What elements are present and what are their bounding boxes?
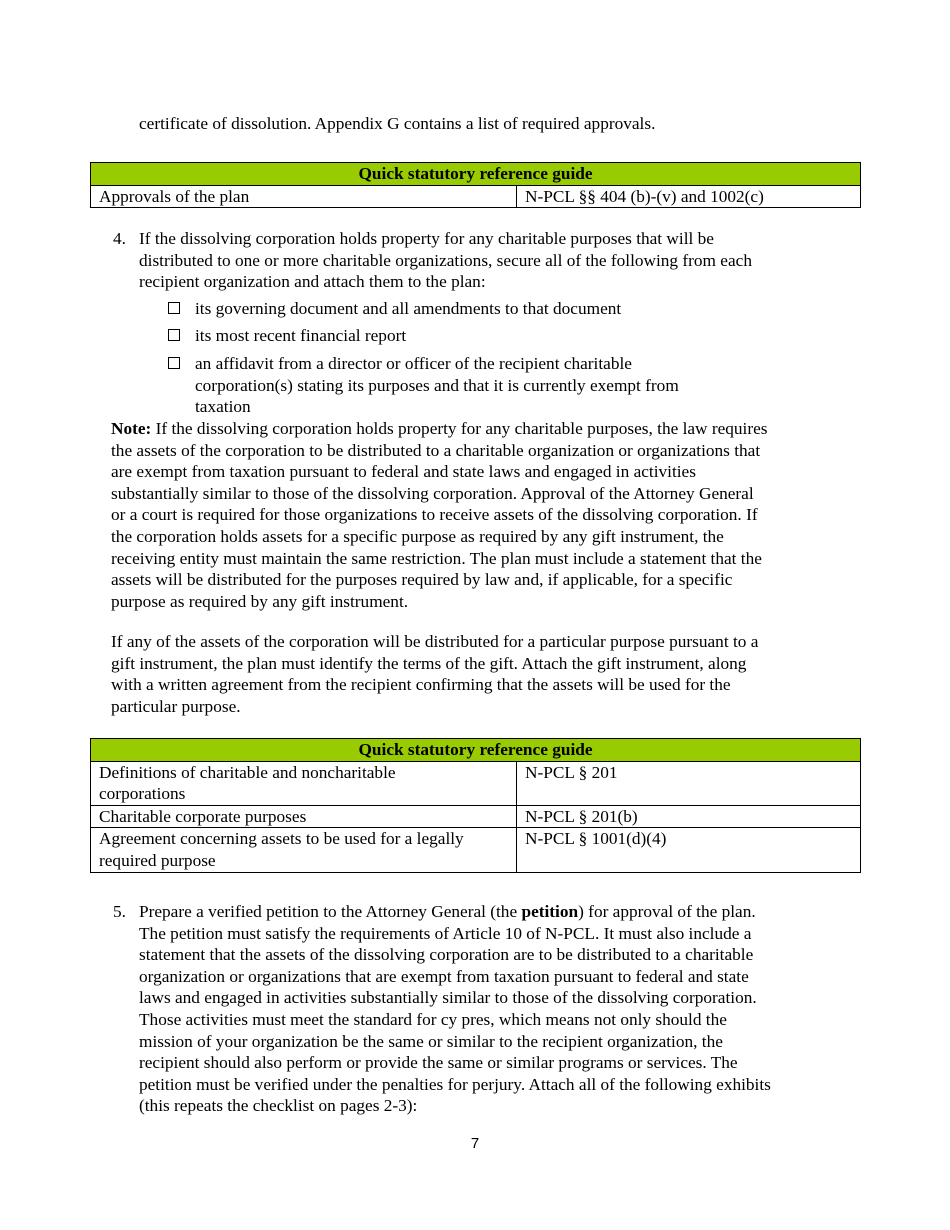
- item-4-text: [139, 228, 752, 293]
- note-first-line: If the dissolving corporation holds property for any charitable purposes, the law requires: [155, 419, 768, 438]
- table-row: [91, 185, 861, 208]
- text-line: purpose as required by any gift instrument.: [111, 591, 409, 611]
- checkbox[interactable]: [168, 357, 180, 369]
- item-5-text: [139, 901, 771, 1117]
- note-label: Note:: [111, 419, 152, 438]
- table-cell-citation: N-PCL § 201(b): [517, 805, 861, 828]
- text-line: or a court is required for those organizations to receive assets of the dissolving corporation. If: [111, 505, 758, 525]
- gift-instrument-paragraph: [111, 631, 831, 717]
- text-line: its governing document and all amendments to that document: [195, 299, 622, 318]
- checkbox[interactable]: [168, 302, 180, 314]
- text-line: the assets of the corporation to be distributed to a charitable organization or organizations that: [111, 440, 761, 460]
- table-row: [91, 828, 861, 872]
- reference-table-approvals: [90, 162, 861, 208]
- reference-table-charitable: [90, 738, 861, 873]
- text-line: receiving entity must maintain the same restriction. The plan must include a statement that the: [111, 548, 762, 568]
- text-line: laws and engaged in activities substantially similar to those of the dissolving corporation.: [139, 988, 757, 1008]
- text-line: distributed to one or more charitable organizations, secure all of the following from each: [139, 250, 752, 270]
- text-line: taxation: [195, 397, 251, 417]
- list-number: 4.: [113, 229, 126, 248]
- text-line: Agreement concerning assets to be used for a legally: [99, 829, 464, 849]
- text-line: Charitable corporate purposes: [99, 806, 307, 826]
- table-row: [91, 761, 861, 805]
- text-line: assets will be distributed for the purposes required by law and, if applicable, for a specific: [111, 570, 733, 590]
- text-line: The petition must satisfy the requirements of Article 10 of N-PCL. It must also include a: [139, 923, 752, 943]
- text-line: If any of the assets of the corporation will be distributed for a particular purpose pursuant to a: [111, 632, 759, 651]
- table-cell-topic: [91, 761, 517, 805]
- checklist-item: [195, 353, 679, 418]
- text-line: recipient should also perform or provide the same or similar programs or services. The: [139, 1053, 738, 1073]
- text-span: Prepare a verified petition to the Attorney General (the: [139, 902, 522, 921]
- text-line: If the dissolving corporation holds property for any charitable purposes that will be: [139, 229, 714, 248]
- checkbox[interactable]: [168, 329, 180, 341]
- table-row: [91, 805, 861, 828]
- table-cell-topic: [91, 805, 517, 828]
- text-line: recipient organization and attach them to the plan:: [139, 272, 486, 292]
- text-line: Those activities must meet the standard for cy pres, which means not only should the: [139, 1009, 727, 1029]
- text-line: statement that the assets of the dissolving corporation are to be distributed to a charitable: [139, 945, 754, 965]
- intro-text: certificate of dissolution. Appendix G contains a list of required approvals.: [139, 114, 656, 133]
- text-line: corporation(s) stating its purposes and that it is currently exempt from: [195, 375, 679, 395]
- table-cell-citation: N-PCL § 1001(d)(4): [517, 828, 861, 872]
- table-title: Quick statutory reference guide: [91, 739, 861, 762]
- text-line: organization or organizations that are exempt from taxation pursuant to federal and state: [139, 966, 749, 986]
- text-line: an affidavit from a director or officer of the recipient charitable: [195, 354, 632, 373]
- text-line: particular purpose.: [111, 696, 241, 716]
- text-line: corporations: [99, 784, 186, 804]
- checklist-item: [195, 298, 621, 320]
- table-title: Quick statutory reference guide: [91, 163, 861, 186]
- text-line: [111, 418, 831, 440]
- text-span: ) for approval of the plan.: [578, 902, 756, 921]
- text-line: gift instrument, the plan must identify the terms of the gift. Attach the gift instrument, along: [111, 653, 747, 673]
- text-line: [139, 901, 771, 923]
- text-line: substantially similar to those of the dissolving corporation. Approval of the Attorney General: [111, 483, 754, 503]
- table-cell-citation: N-PCL § 201: [517, 761, 861, 805]
- table-cell-citation: N-PCL §§ 404 (b)-(v) and 1002(c): [517, 185, 861, 208]
- text-line: Definitions of charitable and noncharitable: [99, 762, 396, 782]
- text-line: with a written agreement from the recipient confirming that the assets will be used for the: [111, 675, 731, 695]
- text-line: (this repeats the checklist on pages 2-3):: [139, 1096, 418, 1116]
- text-line: required purpose: [99, 850, 216, 870]
- text-line: the corporation holds assets for a specific purpose as required by any gift instrument, the: [111, 526, 724, 546]
- table-cell-topic: Approvals of the plan: [91, 185, 517, 208]
- list-number: 5.: [113, 902, 126, 921]
- checklist-item: [195, 325, 406, 347]
- text-line: mission of your organization be the same or similar to the recipient organization, the: [139, 1031, 723, 1051]
- text-line: are exempt from taxation pursuant to federal and state laws and engaged in activities: [111, 462, 696, 482]
- text-line: petition must be verified under the penalties for perjury. Attach all of the following exhibits: [139, 1074, 771, 1094]
- table-cell-topic: [91, 828, 517, 872]
- note-paragraph: [111, 418, 831, 612]
- page-number: 7: [470, 1135, 480, 1152]
- text-line: its most recent financial report: [195, 326, 407, 345]
- defined-term: petition: [521, 902, 579, 921]
